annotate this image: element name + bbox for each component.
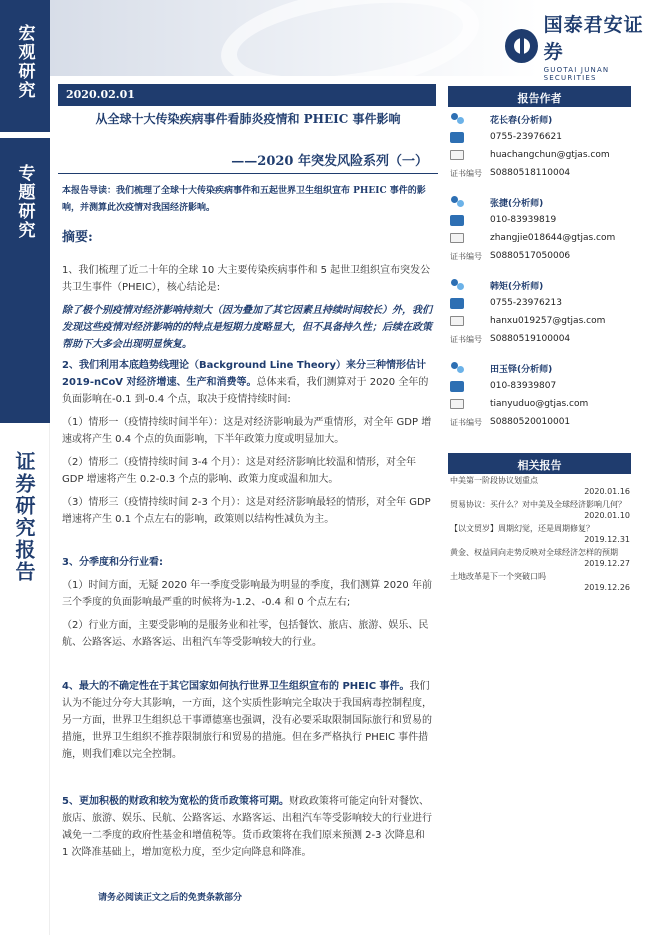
logo-name-en: GUOTAI JUNAN SECURITIES (543, 66, 610, 82)
logo-name-cn: 国泰君安证券 (543, 14, 644, 63)
band-report-type-label: 证券研究报告 (12, 451, 36, 583)
person-icon (450, 279, 464, 291)
section-2-text: 总体来看，我们测算对于 2020 全年的负面影响在-0.1 到-0.4 个点，取决于疫情持续时间: (62, 377, 429, 405)
related-report-title[interactable]: 贸易协议：买什么？对中美及全球经济影响几何？ (450, 500, 626, 509)
related-report-date: 2020.01.16 (584, 487, 630, 496)
analyst-card (450, 193, 633, 265)
scenario-1: （1）情形一（疫情持续时间半年）：这是对经济影响最为严重情形，对全年 GDP 增速或将产生 0.4 个点的负面影响，下半年政策力度或明显加大。 (62, 417, 432, 445)
section-5 (62, 793, 434, 867)
phone-icon (450, 298, 464, 309)
phone-icon (450, 132, 464, 143)
report-date: 2020.02.01 (58, 84, 436, 106)
phone-icon (450, 381, 464, 392)
analyst-card (450, 276, 633, 348)
section-3-item-1: （1）时间方面，无疑 2020 年一季度受影响最为明显的季度，我们测算 2020 年前三个季度的负面影响最严重的时候将为-1.2、-0.4 和 0 个点左右; (62, 580, 432, 608)
analyst-email[interactable]: hanxu019257@gtjas.com (490, 316, 606, 326)
related-report-title[interactable]: 土地改革是下一个突破口吗 (450, 572, 546, 581)
related-report-date: 2020.01.10 (584, 511, 630, 520)
analyst-cert: S0880519100004 (490, 334, 571, 344)
section-3 (62, 554, 434, 657)
band-special (0, 138, 50, 423)
person-icon (450, 113, 464, 125)
band-macro (0, 0, 50, 132)
person-icon (450, 362, 464, 374)
section-1-conclusion: 除了极个别疫情对经济影响持刻大（因为叠加了其它因素且持续时间较长）外，我们发现这些疫情对经济影响的的特点是短期力度略显大，但不具备持久性；后续在政策帮助下大多会出现明显恢复。 (62, 305, 432, 350)
band-macro-label: 宏观研究 (14, 24, 35, 100)
analyst-email[interactable]: huachangchun@gtjas.com (490, 150, 610, 160)
related-report-title[interactable]: 黄金、权益同向走势反映对全球经济怎样的预期 (450, 548, 618, 557)
analyst-name: 田玉铎(分析师) (490, 364, 553, 375)
report-guide: 本报告导读：我们梳理了全球十大传染疾病事件和五起世界卫生组织宣布 PHEIC 事件的影响，并测算此次疫情对我国经济影响。 (62, 186, 426, 213)
analyst-email[interactable]: tianyuduo@gtjas.com (490, 399, 589, 409)
section-5-heading: 5、更加积极的财政和较为宽松的货币政策将可期。 (62, 796, 289, 807)
analyst-name: 花长春(分析师) (490, 115, 553, 126)
section-4-text: 我们认为不能过分夸大其影响，一方面，这个实质性影响完全取决于我国病毒控制程度，另一方面，世界卫生组织总干事谭德塞也强调，没有必要采取限制国际旅行和贸易的措施，世界卫生组织不推荐限制旅行和贸易的措施。但在多严格执行 PHEIC 事件措施，则我们难以完全控制。 (62, 681, 432, 760)
analyst-cert: S0880518110004 (490, 168, 571, 178)
title-divider (58, 173, 438, 174)
analyst-cert: S0880517050006 (490, 251, 571, 261)
left-band (0, 0, 50, 935)
analyst-email[interactable]: zhangjie018644@gtjas.com (490, 233, 616, 243)
analyst-phone: 0755-23976621 (490, 132, 562, 142)
analyst-card (450, 110, 633, 182)
related-report-date: 2019.12.26 (584, 583, 630, 592)
band-report-type (0, 423, 50, 935)
report-subtitle: ——2020 年突发风险系列（一） (231, 154, 428, 169)
section-3-item-2: （2）行业方面，主要受影响的是服务业和社零，包括餐饮、旅店、旅游、娱乐、民航、公路客运、水路客运、出租汽车等受影响较大的行业。 (62, 620, 429, 648)
cert-label: 证书编号 (450, 417, 482, 427)
scenario-2: （2）情形二（疫情持续时间 3-4 个月）：这是对经济影响比较温和情形，对全年 GDP 增速将产生 0.2-0.3 个点的影响、政策力度或温和加大。 (62, 457, 417, 485)
related-report-date: 2019.12.31 (584, 535, 630, 544)
abstract-title: 摘要: (62, 230, 93, 245)
analyst-phone: 010-83939819 (490, 215, 557, 225)
analyst-cert: S0880520010001 (490, 417, 571, 427)
related-report[interactable] (450, 523, 630, 546)
related-report[interactable] (450, 571, 630, 594)
related-report-title[interactable]: 中美第一阶段协议划重点 (450, 476, 538, 485)
band-special-label: 专题研究 (14, 164, 35, 240)
section-3-heading: 3、分季度和分行业看: (62, 557, 163, 568)
related-report[interactable] (450, 499, 630, 522)
section-1 (62, 262, 434, 359)
logo-mark-icon (505, 29, 538, 63)
related-report[interactable] (450, 547, 630, 570)
related-reports-heading: 相关报告 (448, 453, 631, 474)
section-2-heading: 2、我们利用本底趋势线理论（Background Line Theory）来分三种情形估计 2019-nCoV 对经济增速、生产和消费等。 (62, 360, 426, 388)
cert-label: 证书编号 (450, 168, 482, 178)
company-logo (505, 10, 661, 82)
person-icon (450, 196, 464, 208)
section-4 (62, 678, 434, 769)
authors-heading: 报告作者 (448, 86, 631, 107)
header-banner (50, 0, 661, 82)
section-5-text: 财政政策将可能定向针对餐饮、旅店、旅游、娱乐、民航、公路客运、水路客运、出租汽车等受影响较大的行业进行减免一二季度的政府性基金和增值税等。货币政策将在我们原来预测 2-3 次降息和 1 次降准基础上，增加宽松力度，至少定向降息和降准。 (62, 796, 432, 858)
section-1-text: 1、我们梳理了近二十年的全球 10 大主要传染疾病事件和 5 起世卫组织宣布突发公共卫生事件（PHEIC），核心结论是: (62, 265, 431, 293)
analyst-phone: 0755-23976213 (490, 298, 562, 308)
related-reports-list (450, 475, 630, 595)
disclaimer-note: 请务必阅读正文之后的免责条款部分 (98, 893, 243, 903)
related-report[interactable] (450, 475, 630, 498)
mail-icon (450, 399, 464, 409)
analyst-name: 韩矩(分析师) (490, 281, 544, 292)
mail-icon (450, 150, 464, 160)
related-report-date: 2019.12.27 (584, 559, 630, 568)
cert-label: 证书编号 (450, 334, 482, 344)
section-2 (62, 357, 434, 534)
scenario-3: （3）情形三（疫情持续时间 2-3 个月）：这是对经济影响最轻的情形，对全年 GDP 增速将产生 0.1 个点左右的影响，政策则以结构性减负为主。 (62, 497, 431, 525)
related-report-title[interactable]: 【以文贸岁】周期幻觉，还是周期修复？ (450, 524, 594, 533)
analyst-card (450, 359, 633, 431)
cert-label: 证书编号 (450, 251, 482, 261)
mail-icon (450, 233, 464, 243)
report-title: 从全球十大传染疾病事件看肺炎疫情和 PHEIC 事件影响 (95, 112, 401, 126)
section-4-heading: 4、最大的不确定性在于其它国家如何执行世界卫生组织宣布的 PHEIC 事件。 (62, 681, 410, 692)
phone-icon (450, 215, 464, 226)
analyst-name: 张捷(分析师) (490, 198, 544, 209)
mail-icon (450, 316, 464, 326)
analyst-phone: 010-83939807 (490, 381, 557, 391)
